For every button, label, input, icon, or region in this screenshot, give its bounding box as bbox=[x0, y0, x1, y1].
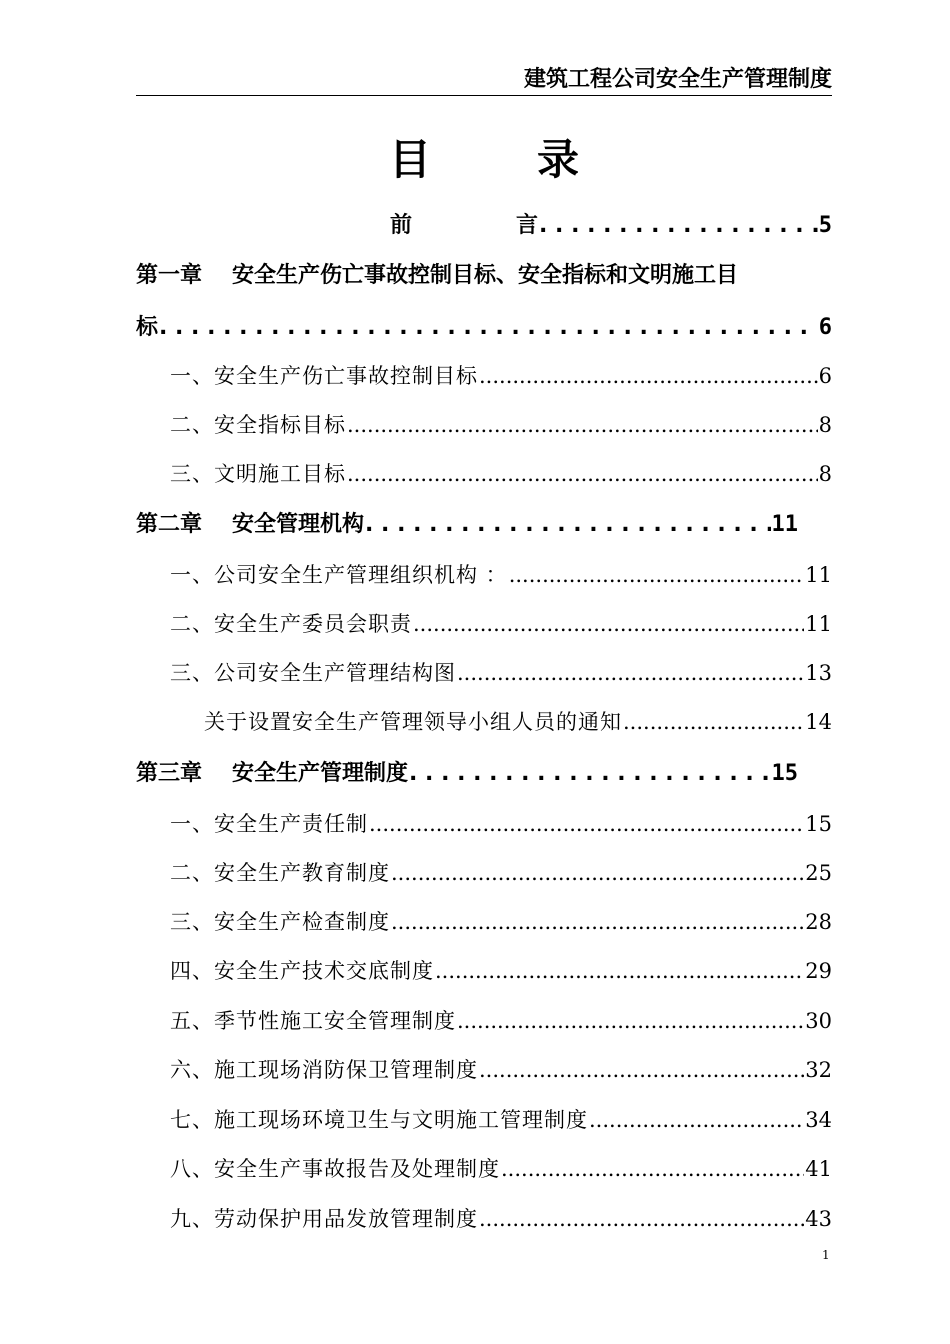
toc-entry[interactable] bbox=[204, 706, 832, 736]
toc-page-number: 11 bbox=[805, 563, 832, 587]
toc-entry[interactable] bbox=[170, 657, 832, 687]
chapter-title: 安全管理机构 bbox=[232, 512, 365, 537]
dot-leader bbox=[479, 1058, 804, 1082]
toc-entry[interactable] bbox=[170, 1153, 832, 1183]
toc-entry-label: 一、安全生产责任制 bbox=[170, 812, 368, 836]
chapter-label: 第三章 bbox=[136, 761, 203, 786]
toc-entry[interactable] bbox=[170, 458, 832, 488]
dot-leader bbox=[509, 563, 805, 587]
toc-entry-label: 五、季节性施工安全管理制度 bbox=[170, 1009, 456, 1033]
toc-entry-label: 八、安全生产事故报告及处理制度 bbox=[170, 1157, 500, 1181]
toc-entry[interactable] bbox=[170, 409, 832, 439]
toc-page-number: 8 bbox=[818, 462, 832, 486]
dot-leader bbox=[479, 364, 818, 388]
toc-entry-chapter3[interactable] bbox=[136, 756, 798, 787]
toc-entry-chapter1-continued[interactable] bbox=[136, 310, 832, 341]
toc-entry-label: 前 言 bbox=[390, 213, 539, 238]
toc-entry[interactable] bbox=[170, 1104, 832, 1134]
chapter-title: 安全生产管理制度 bbox=[232, 761, 409, 786]
chapter-label: 第一章 bbox=[136, 263, 203, 288]
toc-entry-label: 二、安全生产委员会职责 bbox=[170, 612, 412, 636]
toc-page-number: 8 bbox=[818, 413, 832, 437]
toc-entry-label: 三、公司安全生产管理结构图 bbox=[170, 661, 456, 685]
toc-entry-label: 二、安全生产教育制度 bbox=[170, 861, 390, 885]
toc-page-number: 29 bbox=[805, 959, 832, 983]
chapter-title: 安全生产伤亡事故控制目标、安全指标和文明施工目 bbox=[232, 263, 739, 288]
toc-entry-label bbox=[136, 507, 364, 538]
toc-entry-label: 四、安全生产技术交底制度 bbox=[170, 959, 434, 983]
toc-page-number: 34 bbox=[805, 1108, 832, 1132]
dot-leader bbox=[159, 315, 818, 340]
toc-page-number: 11 bbox=[805, 612, 832, 636]
dot-leader bbox=[369, 812, 804, 836]
toc-entry[interactable] bbox=[170, 1054, 832, 1084]
dot-leader bbox=[347, 413, 818, 437]
toc-entry[interactable] bbox=[170, 1203, 832, 1233]
dot-leader bbox=[409, 761, 770, 786]
dot-leader bbox=[623, 710, 804, 734]
toc-entry[interactable] bbox=[170, 808, 832, 838]
dot-leader bbox=[391, 861, 804, 885]
toc-entry[interactable] bbox=[170, 360, 832, 390]
dot-leader bbox=[479, 1207, 804, 1231]
toc-entry-label: 六、施工现场消防保卫管理制度 bbox=[170, 1058, 478, 1082]
toc-page-number: 5 bbox=[818, 213, 832, 238]
dot-leader bbox=[457, 661, 804, 685]
dot-leader bbox=[589, 1108, 804, 1132]
toc-entry-label bbox=[136, 756, 408, 787]
chapter-label: 第二章 bbox=[136, 512, 203, 537]
dot-leader bbox=[539, 213, 818, 238]
header-title: 建筑工程公司安全生产管理制度 bbox=[523, 67, 832, 92]
toc-entry-chapter1[interactable] bbox=[136, 262, 832, 290]
toc-page-number: 43 bbox=[805, 1207, 832, 1231]
toc-entry-label: 三、文明施工目标 bbox=[170, 462, 346, 486]
toc-page-number: 32 bbox=[805, 1058, 832, 1082]
toc-page-number: 13 bbox=[805, 661, 832, 685]
toc-entry[interactable] bbox=[170, 608, 832, 638]
toc-entry-label: 九、劳动保护用品发放管理制度 bbox=[170, 1207, 478, 1231]
toc-page-number: 28 bbox=[805, 910, 832, 934]
dot-leader bbox=[365, 512, 770, 537]
footer-page-number: 1 bbox=[822, 1248, 830, 1262]
dot-leader bbox=[501, 1157, 804, 1181]
toc-entry-label: 关于设置安全生产管理领导小组人员的通知 bbox=[204, 710, 622, 734]
toc-page-number: 14 bbox=[805, 710, 832, 734]
toc-entry[interactable] bbox=[170, 857, 832, 887]
toc-page-number: 11 bbox=[771, 512, 798, 537]
toc-page-number: 41 bbox=[805, 1157, 832, 1181]
dot-leader bbox=[413, 612, 804, 636]
toc-entry[interactable] bbox=[170, 1005, 832, 1035]
toc-entry-chapter2[interactable] bbox=[136, 507, 798, 538]
toc-entry[interactable] bbox=[170, 906, 832, 936]
toc-page-number: 15 bbox=[805, 812, 832, 836]
toc-entry-label: 一、安全生产伤亡事故控制目标 bbox=[170, 364, 478, 388]
toc-entry-label: 三、安全生产检查制度 bbox=[170, 910, 390, 934]
toc-entry-preface[interactable] bbox=[390, 208, 832, 239]
dot-leader bbox=[391, 910, 804, 934]
toc-entry-label: 七、施工现场环境卫生与文明施工管理制度 bbox=[170, 1108, 588, 1132]
toc-page-number: 25 bbox=[805, 861, 832, 885]
dot-leader bbox=[347, 462, 818, 486]
dot-leader bbox=[457, 1009, 804, 1033]
toc-entry-label: 一、公司安全生产管理组织机构 ： bbox=[170, 563, 508, 587]
toc-entry-label: 二、安全指标目标 bbox=[170, 413, 346, 437]
toc-page-number: 30 bbox=[805, 1009, 832, 1033]
toc-entry[interactable] bbox=[170, 559, 832, 589]
chapter-title-continued: 标 bbox=[136, 315, 159, 340]
document-title: 目录 bbox=[388, 135, 685, 184]
toc-page-number: 15 bbox=[771, 761, 798, 786]
toc-entry[interactable] bbox=[170, 955, 832, 985]
dot-leader bbox=[435, 959, 804, 983]
toc-page-number: 6 bbox=[818, 315, 832, 340]
toc-page-number: 6 bbox=[818, 364, 832, 388]
